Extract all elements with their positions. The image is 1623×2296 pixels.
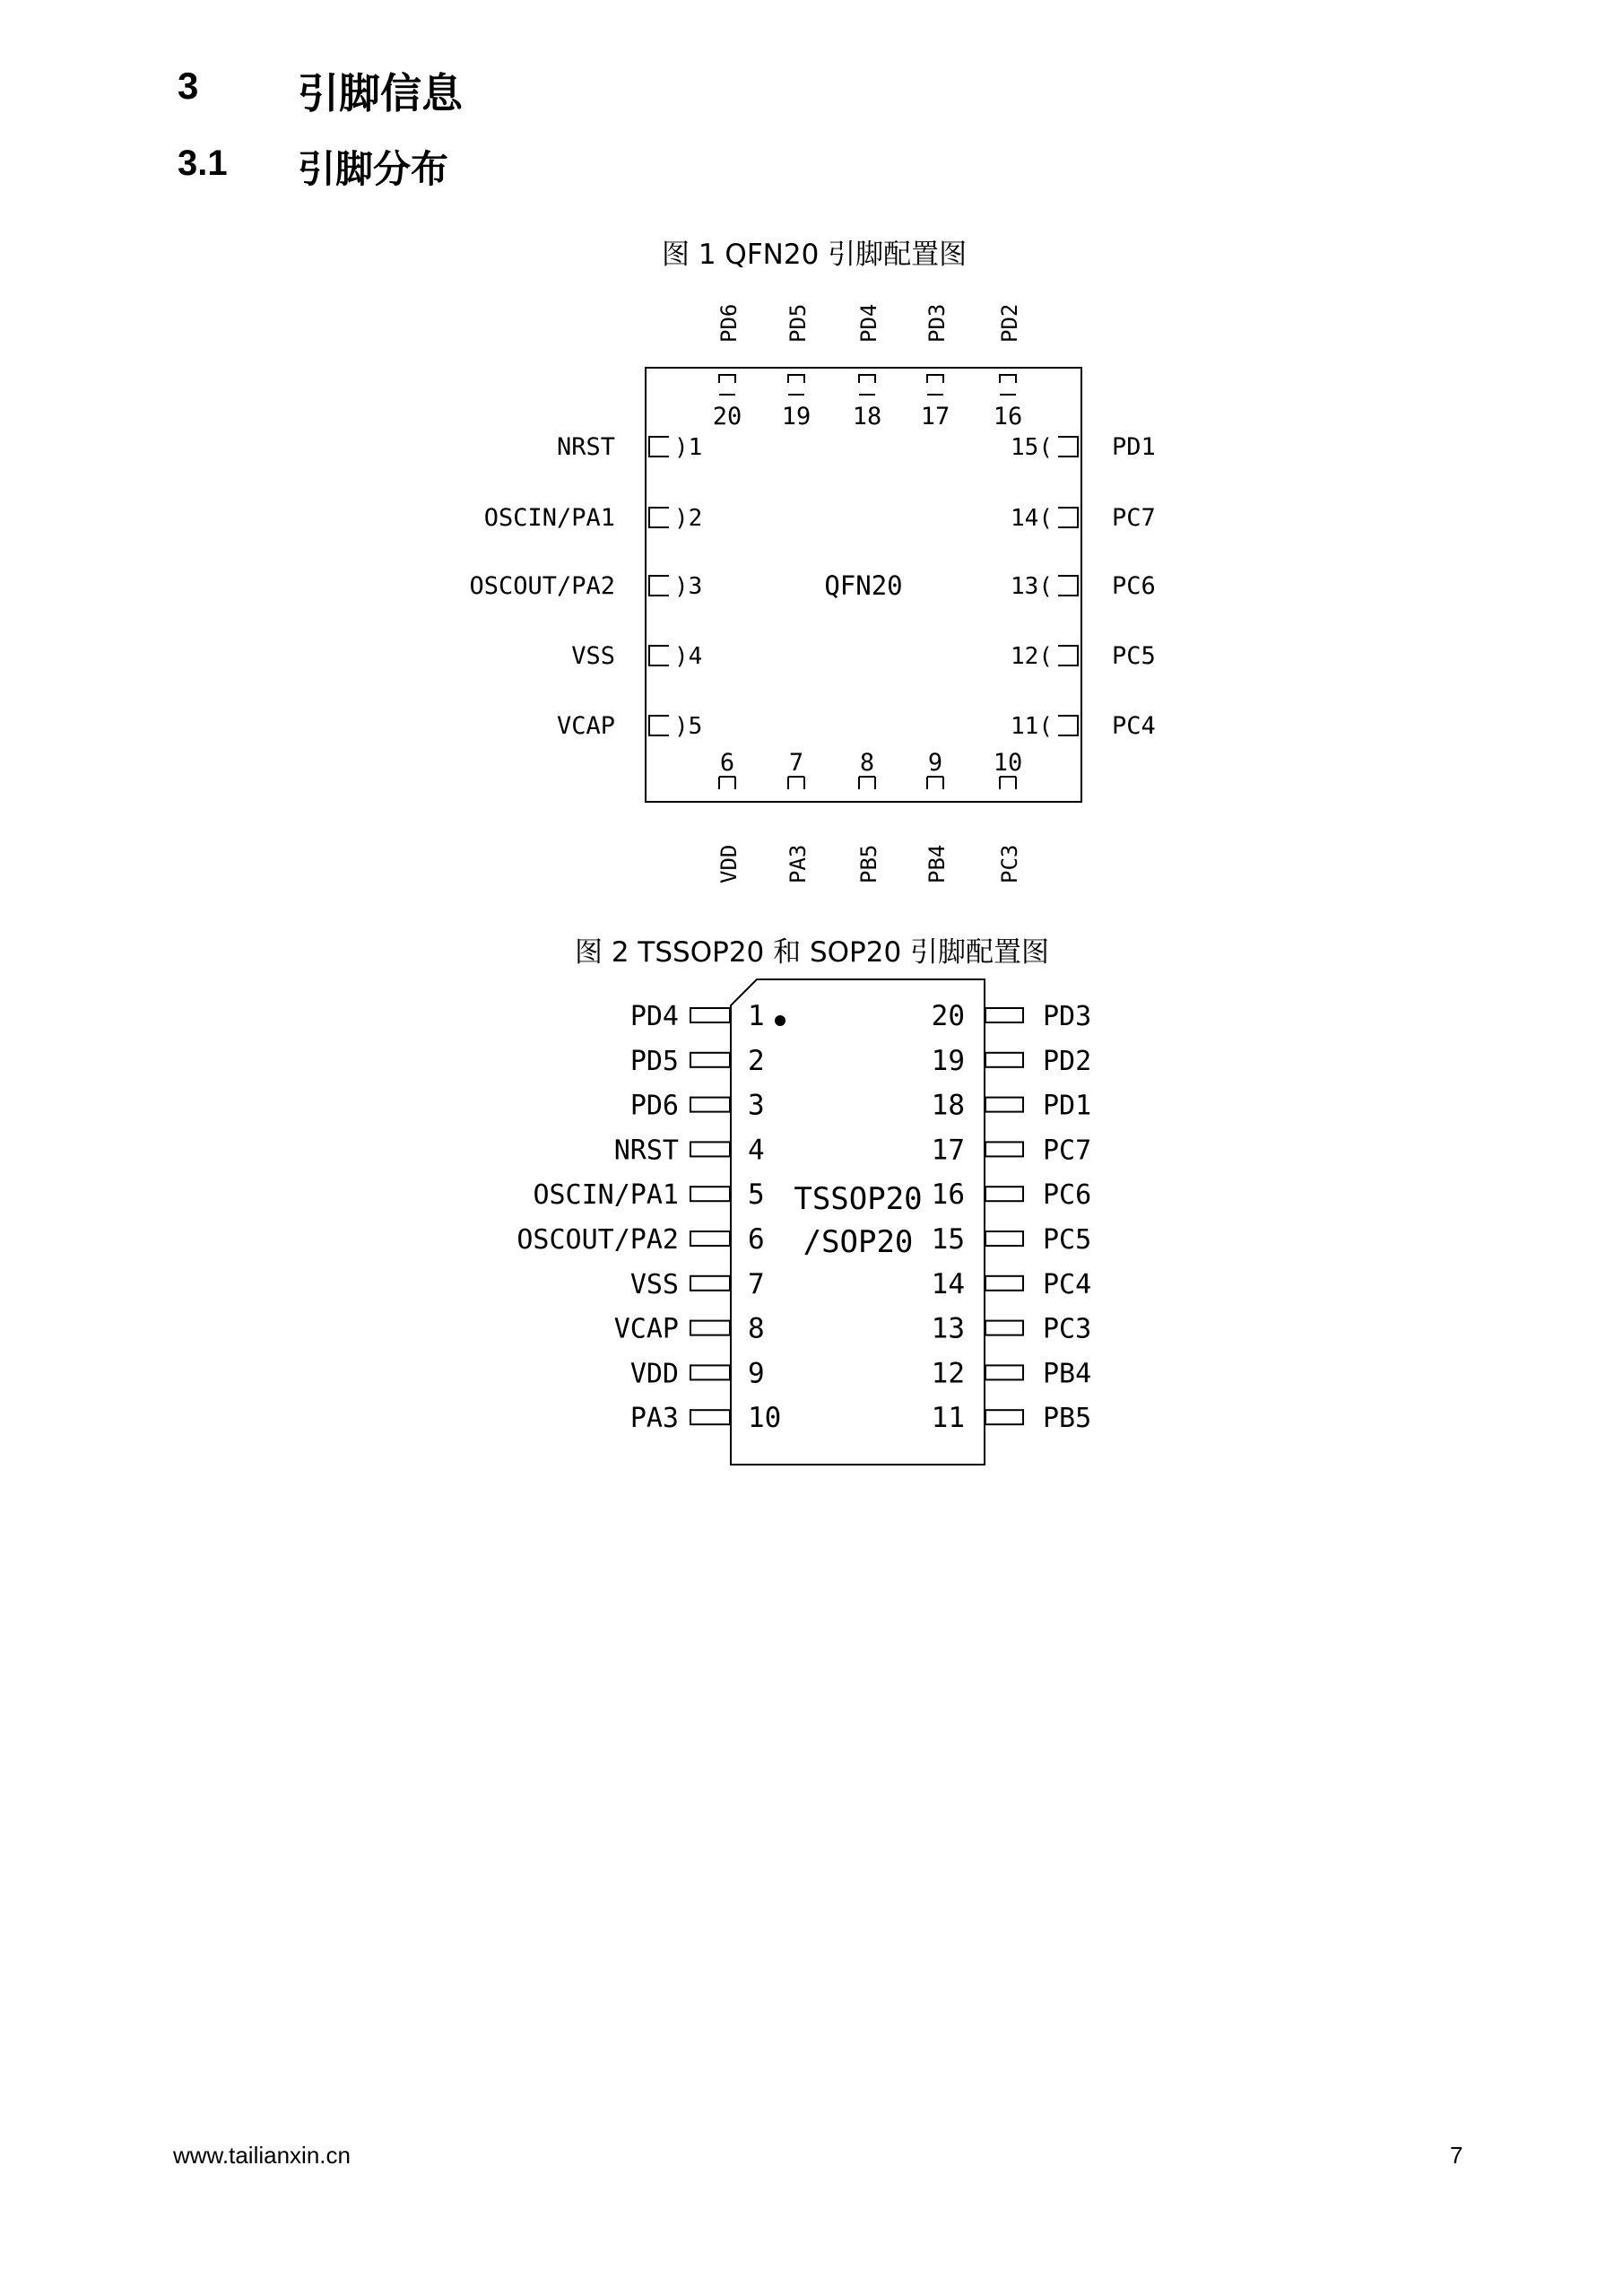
qfn-pin-number: 18 [852,403,882,430]
qfn-pin-number: 14( [1011,505,1053,532]
tssop-pin-lead [690,1410,730,1424]
tssop-pin-number: 11 [931,1402,965,1435]
tssop-pin-lead [690,1321,730,1335]
tssop-pin-number: 15 [931,1223,965,1256]
tssop-pin-name: OSCIN/PA1 [533,1179,679,1212]
pin1-indicator-dot [775,1015,785,1026]
tssop-pin-name: PD5 [629,1045,679,1077]
tssop-pin-lead [690,1098,730,1112]
qfn-pin-name: PA3 [785,844,811,883]
qfn-pin-number: 11( [1011,713,1053,740]
tssop-pin-number: 1 [748,1000,765,1032]
tssop-pin-number: 5 [748,1178,765,1212]
tssop-pin-lead [690,1365,730,1379]
tssop-pin-lead [690,1053,730,1067]
qfn-pin-name: PC6 [1112,572,1156,600]
qfn-pin-name: PD3 [924,303,950,343]
footer-page-number: 7 [1450,2142,1463,2169]
tssop-pin-number: 4 [748,1134,765,1167]
footer-url: www.tailianxin.cn [173,2142,351,2169]
qfn-pin-name: PC4 [1112,712,1156,740]
qfn-pin-number: 9 [927,749,943,777]
qfn-pin-name: VCAP [556,712,615,740]
tssop-pin-number: 20 [931,1000,965,1032]
qfn-pin-number: 6 [719,749,735,777]
tssop-pin-name: OSCOUT/PA2 [516,1224,679,1256]
tssop-pin-name: PD3 [1043,1001,1092,1032]
tssop-pin-lead [690,1187,730,1201]
tssop-pin-number: 9 [748,1357,765,1390]
tssop-pin-number: 3 [748,1089,765,1122]
qfn-pin-name: OSCOUT/PA2 [469,572,615,600]
tssop-pin-name: PD4 [629,1001,679,1032]
tssop-pin-name: NRST [613,1135,679,1167]
tssop-pin-number: 17 [931,1134,965,1167]
qfn-pin-number: )2 [674,505,703,532]
qfn-pin-name: PC3 [997,844,1022,883]
qfn-pin-number: 7 [788,749,804,777]
qfn-pin-name: OSCIN/PA1 [483,504,615,532]
section-number: 3 [178,65,199,107]
qfn-pin-name: NRST [556,433,615,461]
tssop-pin-lead [985,1231,1023,1246]
section-title: 引脚信息 [298,69,463,117]
tssop-pin-lead [985,1365,1023,1379]
qfn-pin-name: PC5 [1112,642,1156,670]
tssop20-chip-label-line2: /SOP20 [803,1224,914,1260]
tssop-pin-lead [690,1276,730,1291]
qfn-pin-number: 12( [1011,643,1053,670]
qfn-pin-name: VDD [716,844,742,883]
tssop-pin-number: 13 [931,1312,965,1345]
tssop20-chip-label-line1: TSSOP20 [794,1181,923,1217]
tssop-pin-name: PD2 [1043,1045,1092,1077]
qfn-pin-number: )5 [674,713,703,740]
subsection-title: 引脚分布 [298,147,449,191]
tssop-pin-lead [985,1008,1023,1022]
qfn-pin-number: )3 [674,573,703,600]
qfn-pin-number: 15( [1011,434,1053,461]
tssop-pin-name: PC7 [1043,1135,1092,1167]
qfn-pin-number: 20 [712,403,742,430]
tssop-pin-name: PB4 [1043,1358,1092,1390]
tssop-pin-lead [985,1410,1023,1424]
tssop-pin-number: 6 [748,1223,765,1256]
qfn-pin-name: PC7 [1112,504,1156,532]
qfn-pin-name: PD6 [716,303,742,343]
tssop-pin-lead [985,1098,1023,1112]
tssop-pin-name: PB5 [1043,1403,1092,1435]
tssop-pin-lead [985,1142,1023,1156]
tssop-pin-name: PD6 [629,1090,679,1122]
qfn-pin-name: PD2 [997,303,1022,343]
qfn-pin-number: 13( [1011,573,1053,600]
tssop-pin-number: 18 [931,1089,965,1122]
qfn-pin-number: 16 [993,403,1023,430]
qfn-pin-name: PB5 [856,844,881,883]
qfn-pin-number: 10 [993,749,1023,777]
tssop-pin-number: 8 [748,1312,765,1345]
tssop-pin-lead [985,1321,1023,1335]
tssop-pin-number: 19 [931,1044,965,1077]
qfn-pin-name: PB4 [924,844,950,883]
qfn-pin-number: 8 [859,749,875,777]
qfn-pin-number: )1 [674,434,703,461]
qfn-pin-name: PD5 [785,303,811,343]
tssop-pin-name: VCAP [613,1313,679,1345]
tssop-pin-number: 14 [931,1267,965,1300]
figure1-caption: 图 1 QFN20 引脚配置图 [662,239,968,271]
tssop-pin-lead [985,1053,1023,1067]
tssop-pin-lead [690,1231,730,1246]
qfn-pin-name: PD4 [856,303,881,343]
tssop-pin-name: PC5 [1043,1224,1092,1256]
qfn-pin-number: )4 [674,643,703,670]
tssop-pin-name: PC4 [1043,1268,1092,1300]
tssop-pin-lead [985,1187,1023,1201]
tssop-pin-lead [985,1276,1023,1291]
qfn-pin-number: 19 [781,403,812,430]
tssop-pin-name: PA3 [629,1403,679,1435]
qfn20-chip-label: QFN20 [824,570,903,601]
qfn-pin-name: PD1 [1112,433,1156,461]
tssop-pin-lead [690,1008,730,1022]
tssop-pin-number: 2 [748,1044,765,1077]
qfn-pin-name: VSS [571,642,615,670]
tssop-pin-name: PD1 [1043,1090,1092,1122]
tssop-pin-name: PC3 [1043,1313,1092,1345]
tssop-pin-name: VSS [629,1268,679,1300]
tssop-pin-number: 7 [748,1267,765,1300]
tssop-pin-lead [690,1142,730,1156]
tssop-pin-name: VDD [629,1358,679,1390]
tssop-pin-number: 10 [748,1402,782,1435]
qfn-pin-number: 17 [920,403,950,430]
subsection-number: 3.1 [178,144,228,183]
tssop-pin-name: PC6 [1043,1179,1092,1212]
tssop-pin-number: 12 [931,1357,965,1390]
figure2-caption: 图 2 TSSOP20 和 SOP20 引脚配置图 [575,936,1050,969]
tssop-pin-number: 16 [931,1178,965,1212]
